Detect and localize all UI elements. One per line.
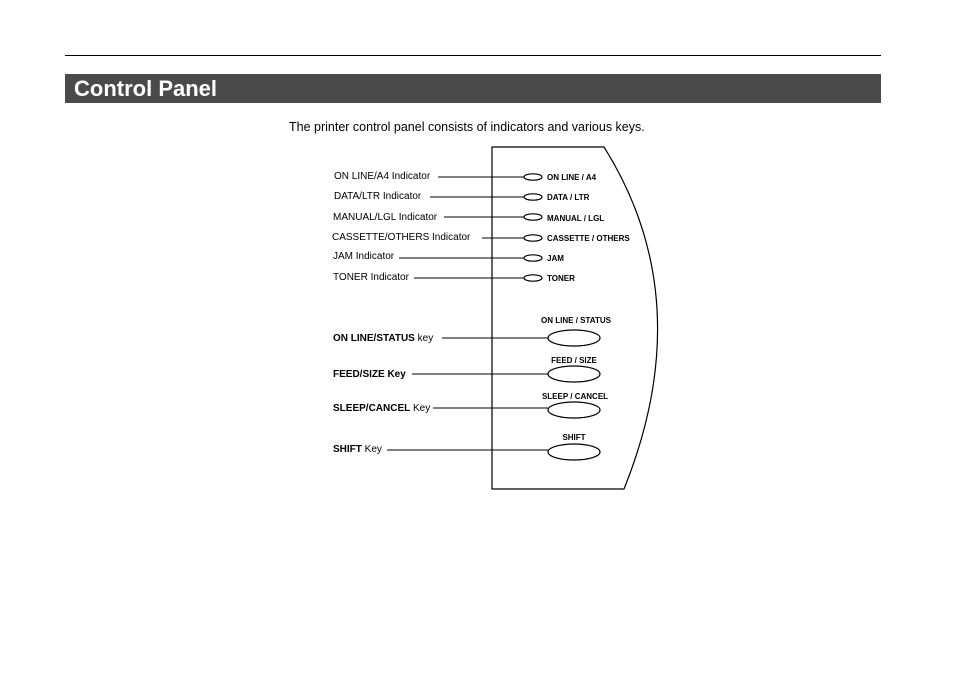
indicator-manual-lgl	[333, 212, 604, 223]
callout-label	[333, 333, 433, 344]
panel-label: SLEEP / CANCEL	[541, 392, 609, 401]
panel-label: FEED / SIZE	[551, 356, 597, 365]
indicator-lamp	[524, 275, 542, 281]
indicator-cassette-others	[332, 232, 630, 243]
key-button	[548, 330, 600, 346]
callout-bold: FEED/SIZE Key	[333, 369, 406, 380]
indicator-lamp	[524, 235, 542, 241]
key-button	[548, 444, 600, 460]
key-online-status	[333, 316, 612, 346]
callout-rest: Key	[361, 444, 382, 455]
key-sleep-cancel	[333, 392, 608, 418]
callout-rest: Key	[410, 403, 431, 414]
key-button	[548, 402, 600, 418]
panel-label: ON LINE / A4	[547, 173, 597, 182]
key-button	[548, 366, 600, 382]
panel-label: TONER	[547, 274, 575, 283]
indicator-lamp	[524, 194, 542, 200]
indicator-jam	[333, 251, 564, 263]
indicator-lamp	[524, 174, 542, 180]
panel-label: SHIFT	[562, 433, 586, 442]
panel-label: ON LINE / STATUS	[541, 316, 611, 325]
panel-label: MANUAL / LGL	[547, 214, 605, 223]
intro-text: The printer control panel consists of indicators and various keys.	[289, 120, 645, 134]
indicator-data-ltr	[334, 191, 590, 202]
callout-label: TONER Indicator	[333, 272, 409, 283]
page-title: Control Panel	[65, 74, 881, 103]
panel-label: JAM	[547, 254, 564, 263]
key-shift	[333, 433, 600, 460]
indicator-lamp	[524, 214, 542, 220]
callout-label: ON LINE/A4 Indicator	[334, 171, 431, 182]
indicator-online-a4	[334, 171, 597, 182]
callout-rest: key	[414, 333, 434, 344]
callout-bold: SLEEP/CANCEL	[333, 403, 411, 414]
panel-label: CASSETTE / OTHERS	[547, 234, 630, 243]
callout-label: JAM Indicator	[333, 251, 395, 262]
callout-label: CASSETTE/OTHERS Indicator	[332, 232, 471, 243]
indicator-lamp	[524, 255, 542, 261]
panel-label: DATA / LTR	[547, 193, 590, 202]
callout-label	[333, 369, 406, 380]
key-feed-size	[333, 356, 600, 382]
callout-bold: ON LINE/STATUS	[333, 333, 415, 344]
callout-bold: SHIFT	[333, 444, 362, 455]
callout-label: DATA/LTR Indicator	[334, 191, 422, 202]
indicator-toner	[333, 272, 575, 283]
callout-label: MANUAL/LGL Indicator	[333, 212, 438, 223]
callout-label	[333, 403, 430, 414]
callout-label	[333, 444, 382, 455]
